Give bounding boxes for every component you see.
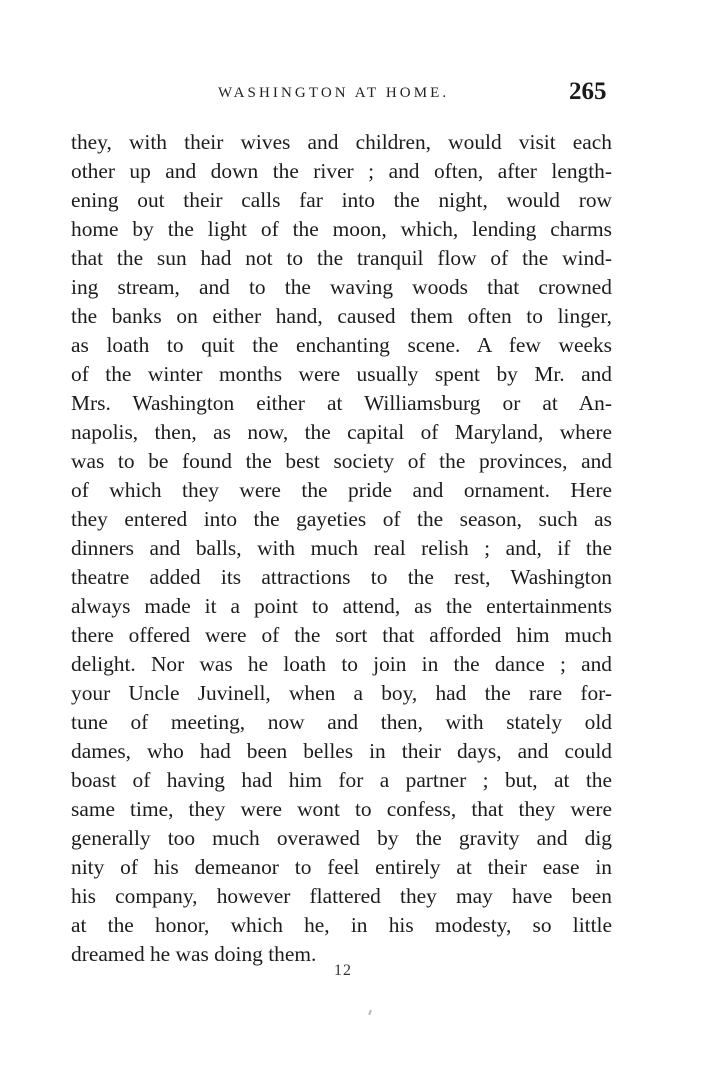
text-line: of which they were the pride and ornament. Here: [71, 478, 612, 502]
text-line: his company, however flattered they may have been: [71, 884, 612, 908]
text-line: there offered were of the sort that afforded him much: [71, 623, 612, 647]
text-line: they entered into the gayeties of the season, such as: [71, 507, 612, 531]
text-line: the banks on either hand, caused them often to linger,: [71, 304, 612, 328]
text-line: dinners and balls, with much real relish ; and, if the: [71, 536, 612, 560]
signature-number: 12: [334, 962, 352, 979]
text-line: delight. Nor was he loath to join in the dance ; and: [71, 652, 612, 676]
text-line: was to be found the best society of the provinces, and: [71, 449, 612, 473]
signature-mark: [0, 962, 720, 980]
text-line: your Uncle Juvinell, when a boy, had the rare for-: [71, 681, 612, 705]
text-line: dames, who had been belles in their days, and could: [71, 739, 612, 763]
body-text: [71, 128, 612, 969]
text-line: napolis, then, as now, the capital of Maryland, where: [71, 420, 612, 444]
text-line-last: dreamed he was doing them.: [71, 942, 317, 966]
text-line: boast of having had him for a partner ; but, at the: [71, 768, 612, 792]
text-line: generally too much overawed by the gravity and dig: [71, 826, 612, 850]
page-number: 265: [569, 78, 607, 105]
text-line: same time, they were wont to confess, that they were: [71, 797, 612, 821]
text-line: theatre added its attractions to the rest, Washington: [71, 565, 612, 589]
running-title: WASHINGTON AT HOME.: [218, 85, 450, 101]
running-head: [0, 78, 720, 108]
ink-speck: [368, 1010, 372, 1015]
text-line: home by the light of the moon, which, lending charms: [71, 217, 612, 241]
text-line: as loath to quit the enchanting scene. A few weeks: [71, 333, 612, 357]
text-line: ing stream, and to the waving woods that crowned: [71, 275, 612, 299]
text-line: of the winter months were usually spent by Mr. and: [71, 362, 612, 386]
text-line: nity of his demeanor to feel entirely at their ease in: [71, 855, 612, 879]
text-line: at the honor, which he, in his modesty, so little: [71, 913, 612, 937]
text-line: tune of meeting, now and then, with stately old: [71, 710, 612, 734]
text-line: other up and down the river ; and often, after length-: [71, 159, 612, 183]
text-line: Mrs. Washington either at Williamsburg or at An-: [71, 391, 612, 415]
text-line: always made it a point to attend, as the entertainments: [71, 594, 612, 618]
text-line: they, with their wives and children, would visit each: [71, 130, 612, 154]
text-line: ening out their calls far into the night, would row: [71, 188, 612, 212]
text-line: that the sun had not to the tranquil flow of the wind-: [71, 246, 612, 270]
